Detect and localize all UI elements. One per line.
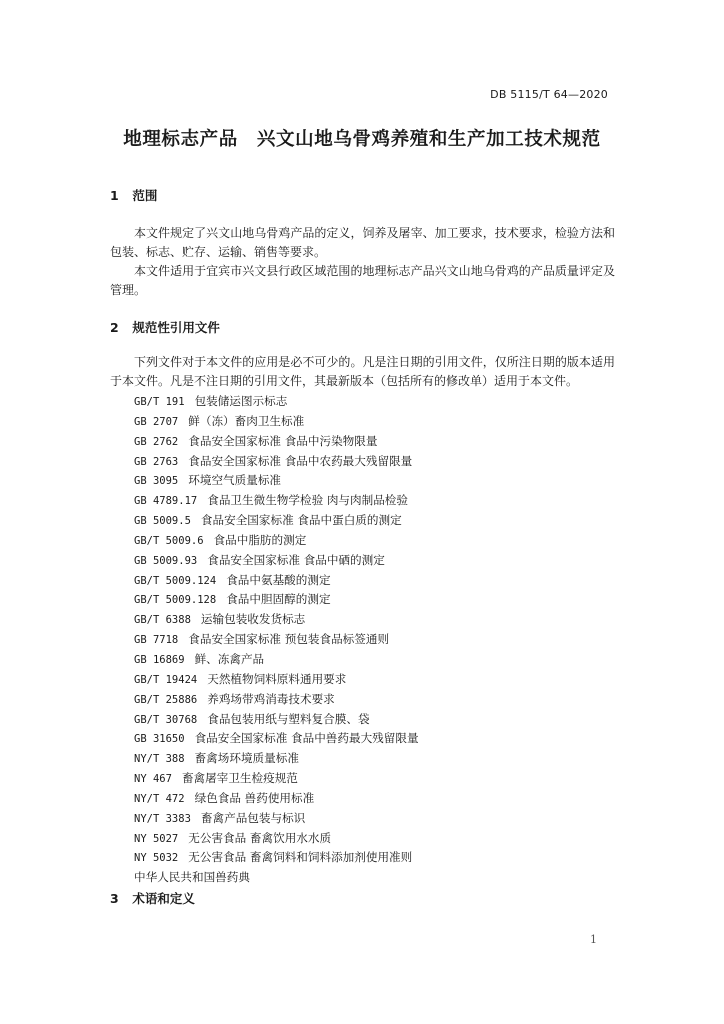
reference-item	[134, 670, 419, 690]
reference-code: GB 2763	[134, 455, 179, 468]
page-number: 1	[590, 933, 597, 946]
reference-code: GB 5009.5	[134, 515, 191, 528]
reference-code: GB/T 25886	[134, 693, 198, 706]
reference-item	[134, 809, 419, 829]
reference-code: NY/T 388	[134, 753, 185, 766]
reference-item	[134, 829, 419, 849]
reference-title: 天然植物饲料原料通用要求	[207, 671, 347, 686]
reference-code: GB 7718	[134, 634, 179, 647]
reference-item	[134, 769, 419, 789]
reference-title: 食品安全国家标准 预包装食品标签通则	[188, 632, 390, 647]
reference-list	[134, 392, 419, 887]
reference-code: GB 3095	[134, 475, 179, 488]
reference-code: NY 5032	[134, 852, 179, 865]
reference-code: GB 16869	[134, 653, 185, 666]
reference-title: 食品安全国家标准 食品中污染物限量	[188, 433, 378, 448]
section-2-heading	[110, 318, 220, 336]
reference-item	[134, 710, 419, 730]
reference-item	[134, 551, 419, 571]
reference-item	[134, 590, 419, 610]
reference-title: 食品安全国家标准 食品中兽药最大残留限量	[194, 731, 419, 746]
reference-code: NY 5027	[134, 832, 179, 845]
reference-title: 食品中氨基酸的测定	[226, 572, 331, 587]
section-1-number: 1	[110, 188, 119, 203]
reference-title: 畜禽产品包装与标识	[200, 810, 306, 825]
reference-title: 食品中脂肪的测定	[213, 532, 307, 547]
reference-code: NY/T 3383	[134, 812, 191, 825]
document-title: 地理标志产品 兴文山地乌骨鸡养殖和生产加工技术规范	[123, 129, 601, 150]
reference-title: 无公害食品 畜禽饮用水水质	[188, 830, 332, 845]
section-1-paragraph-2: 本文件适用于宜宾市兴文县行政区域范围的地理标志产品兴文山地乌骨鸡的产品质量评定及管理。	[110, 264, 615, 297]
reference-title: 畜禽场环境质量标准	[194, 751, 299, 766]
section-1-paragraph-1: 本文件规定了兴文山地乌骨鸡产品的定义，饲养及屠宰、加工要求，技术要求，检验方法和包装、标志、贮存、运输、销售等要求。	[110, 226, 615, 259]
reference-item	[134, 650, 419, 670]
section-3-number: 3	[110, 891, 119, 906]
reference-title: 食品安全国家标准 食品中农药最大残留限量	[188, 453, 413, 468]
reference-code: GB/T 30768	[134, 713, 198, 726]
reference-title: 环境空气质量标准	[188, 473, 282, 488]
reference-code: GB/T 5009.124	[134, 574, 217, 587]
reference-item	[134, 531, 419, 551]
reference-item	[134, 571, 419, 591]
reference-title: 食品安全国家标准 食品中蛋白质的测定	[200, 513, 402, 528]
section-1-title: 范围	[132, 188, 158, 203]
reference-code: GB 2762	[134, 435, 179, 448]
reference-code: GB 5009.93	[134, 554, 198, 567]
reference-title: 运输包装收发货标志	[200, 612, 306, 627]
reference-code: NY/T 472	[134, 792, 185, 805]
reference-title: 食品中胆固醇的测定	[226, 592, 331, 607]
reference-item	[134, 412, 419, 432]
reference-item	[134, 452, 419, 472]
reference-code: GB/T 5009.6	[134, 534, 204, 547]
reference-title: 中华人民共和国兽药典	[134, 870, 250, 885]
reference-title: 养鸡场带鸡消毒技术要求	[207, 691, 335, 706]
reference-item	[134, 491, 419, 511]
reference-code: GB/T 19424	[134, 673, 198, 686]
reference-item	[134, 789, 419, 809]
section-2-intro: 下列文件对于本文件的应用是必不可少的。凡是注日期的引用文件，仅所注日期的版本适用于本文件。凡是不注日期的引用文件，其最新版本（包括所有的修改单）适用于本文件。	[110, 355, 615, 388]
reference-title: 包装储运图示标志	[194, 394, 288, 408]
reference-title: 食品包装用纸与塑料复合膜、袋	[207, 711, 370, 726]
reference-title: 食品卫生微生物学检验 肉与肉制品检验	[207, 493, 408, 508]
reference-item	[134, 432, 419, 452]
reference-code: GB 2707	[134, 415, 179, 428]
reference-item	[134, 511, 419, 531]
reference-code: GB/T 6388	[134, 614, 191, 627]
reference-title: 鲜、冻禽产品	[194, 651, 265, 666]
reference-code: GB/T 191	[134, 396, 185, 408]
reference-title: 畜禽屠宰卫生检疫规范	[181, 771, 298, 786]
reference-item	[134, 868, 419, 887]
reference-code: GB 4789.17	[134, 495, 198, 508]
reference-code: NY 467	[134, 773, 172, 786]
reference-item	[134, 610, 419, 630]
reference-title: 无公害食品 畜禽饲料和饲料添加剂使用准则	[188, 850, 413, 865]
reference-title: 鲜（冻）畜肉卫生标准	[188, 413, 305, 428]
section-2-number: 2	[110, 320, 119, 335]
reference-item	[134, 392, 419, 412]
reference-item	[134, 848, 419, 868]
reference-item	[134, 690, 419, 710]
reference-title: 绿色食品 兽药使用标准	[194, 790, 315, 805]
reference-code: GB 31650	[134, 733, 185, 746]
reference-code: GB/T 5009.128	[134, 594, 217, 607]
section-3-heading	[110, 889, 195, 907]
document-code: DB 5115/T 64—2020	[490, 88, 608, 101]
section-2-title: 规范性引用文件	[132, 320, 220, 335]
reference-title: 食品安全国家标准 食品中硒的测定	[207, 552, 385, 567]
section-1-heading	[110, 186, 157, 204]
reference-item	[134, 749, 419, 769]
reference-item	[134, 471, 419, 491]
reference-item	[134, 729, 419, 749]
section-3-title: 术语和定义	[132, 891, 195, 906]
reference-item	[134, 630, 419, 650]
